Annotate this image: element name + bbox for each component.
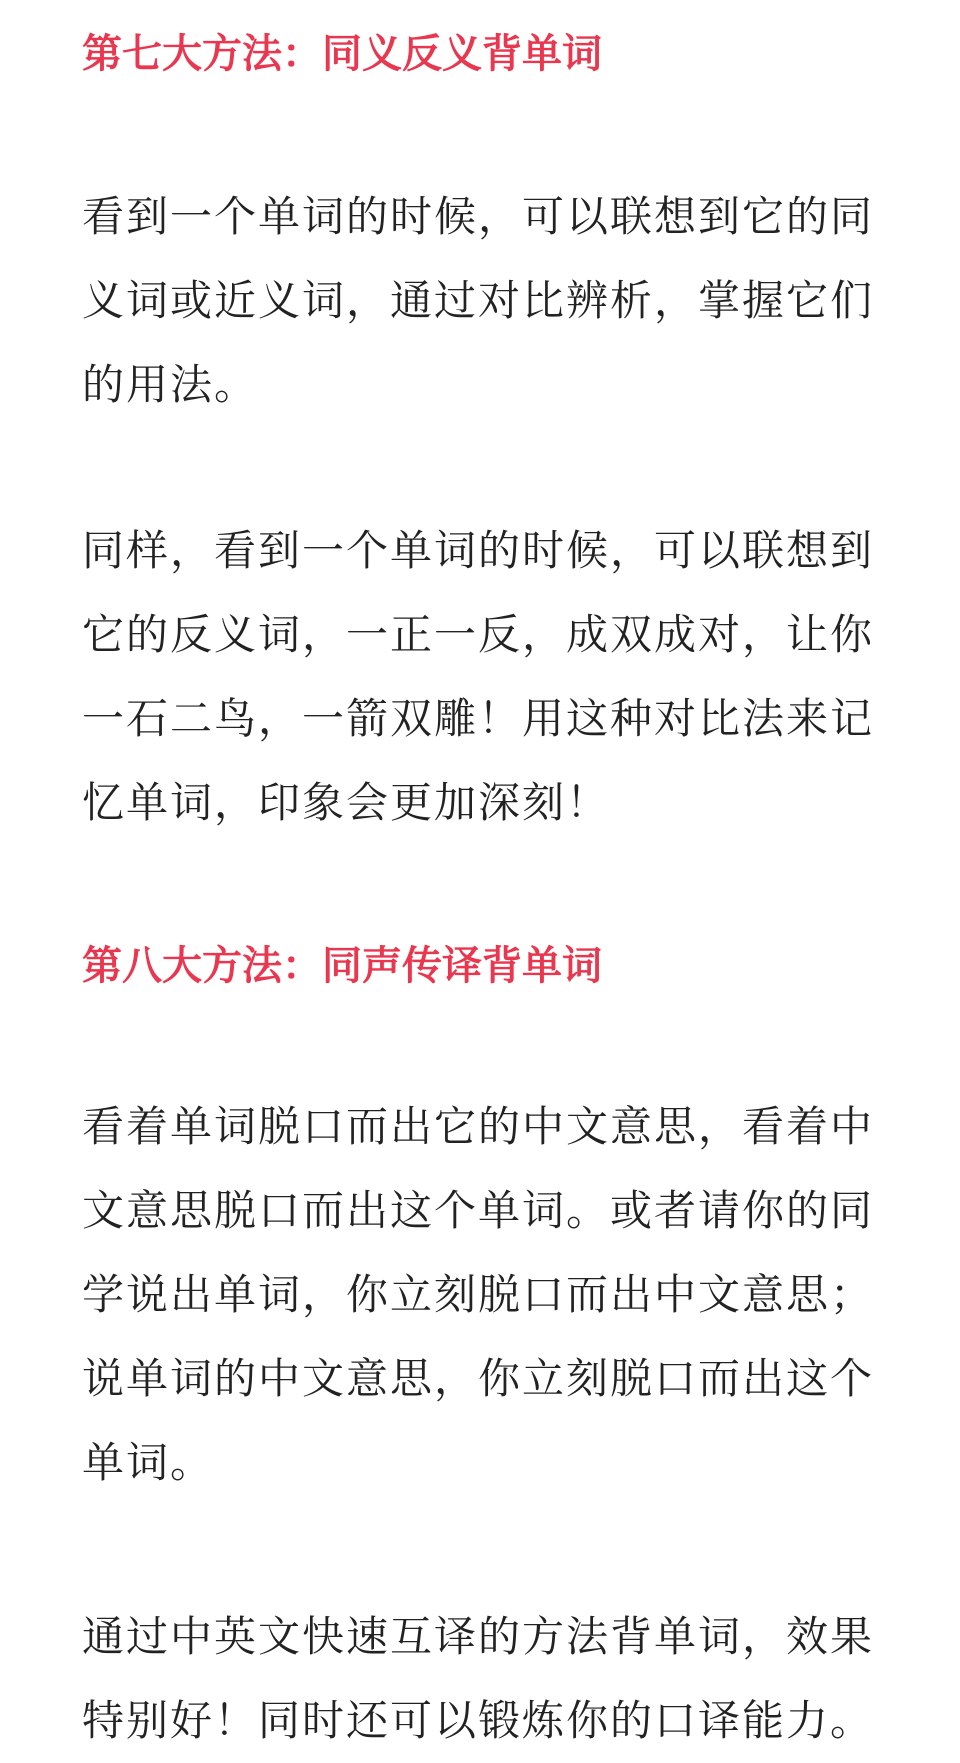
paragraph-effect: 通过中英文快速互译的方法背单词，效果特别好！同时还可以锻炼你的口译能力。 [82, 1612, 875, 1745]
section-heading-method-7: 第七大方法：同义反义背单词 [82, 31, 602, 77]
section-heading-method-8: 第八大方法：同声传译背单词 [82, 943, 602, 989]
paragraph-synonyms: 看到一个单词的时候，可以联想到它的同义词或近义词，通过对比辨析，掌握它们的用法。 [82, 192, 875, 409]
paragraph-antonyms: 同样，看到一个单词的时候，可以联想到它的反义词，一正一反，成双成对，让你一石二鸟，一箭双雕！用这种对比法来记忆单词，印象会更加深刻！ [82, 526, 875, 827]
paragraph-interpretation: 看着单词脱口而出它的中文意思，看着中文意思脱口而出这个单词。或者请你的同学说出单词，你立刻脱口而出中文意思；说单词的中文意思，你立刻脱口而出这个单词。 [82, 1102, 875, 1487]
